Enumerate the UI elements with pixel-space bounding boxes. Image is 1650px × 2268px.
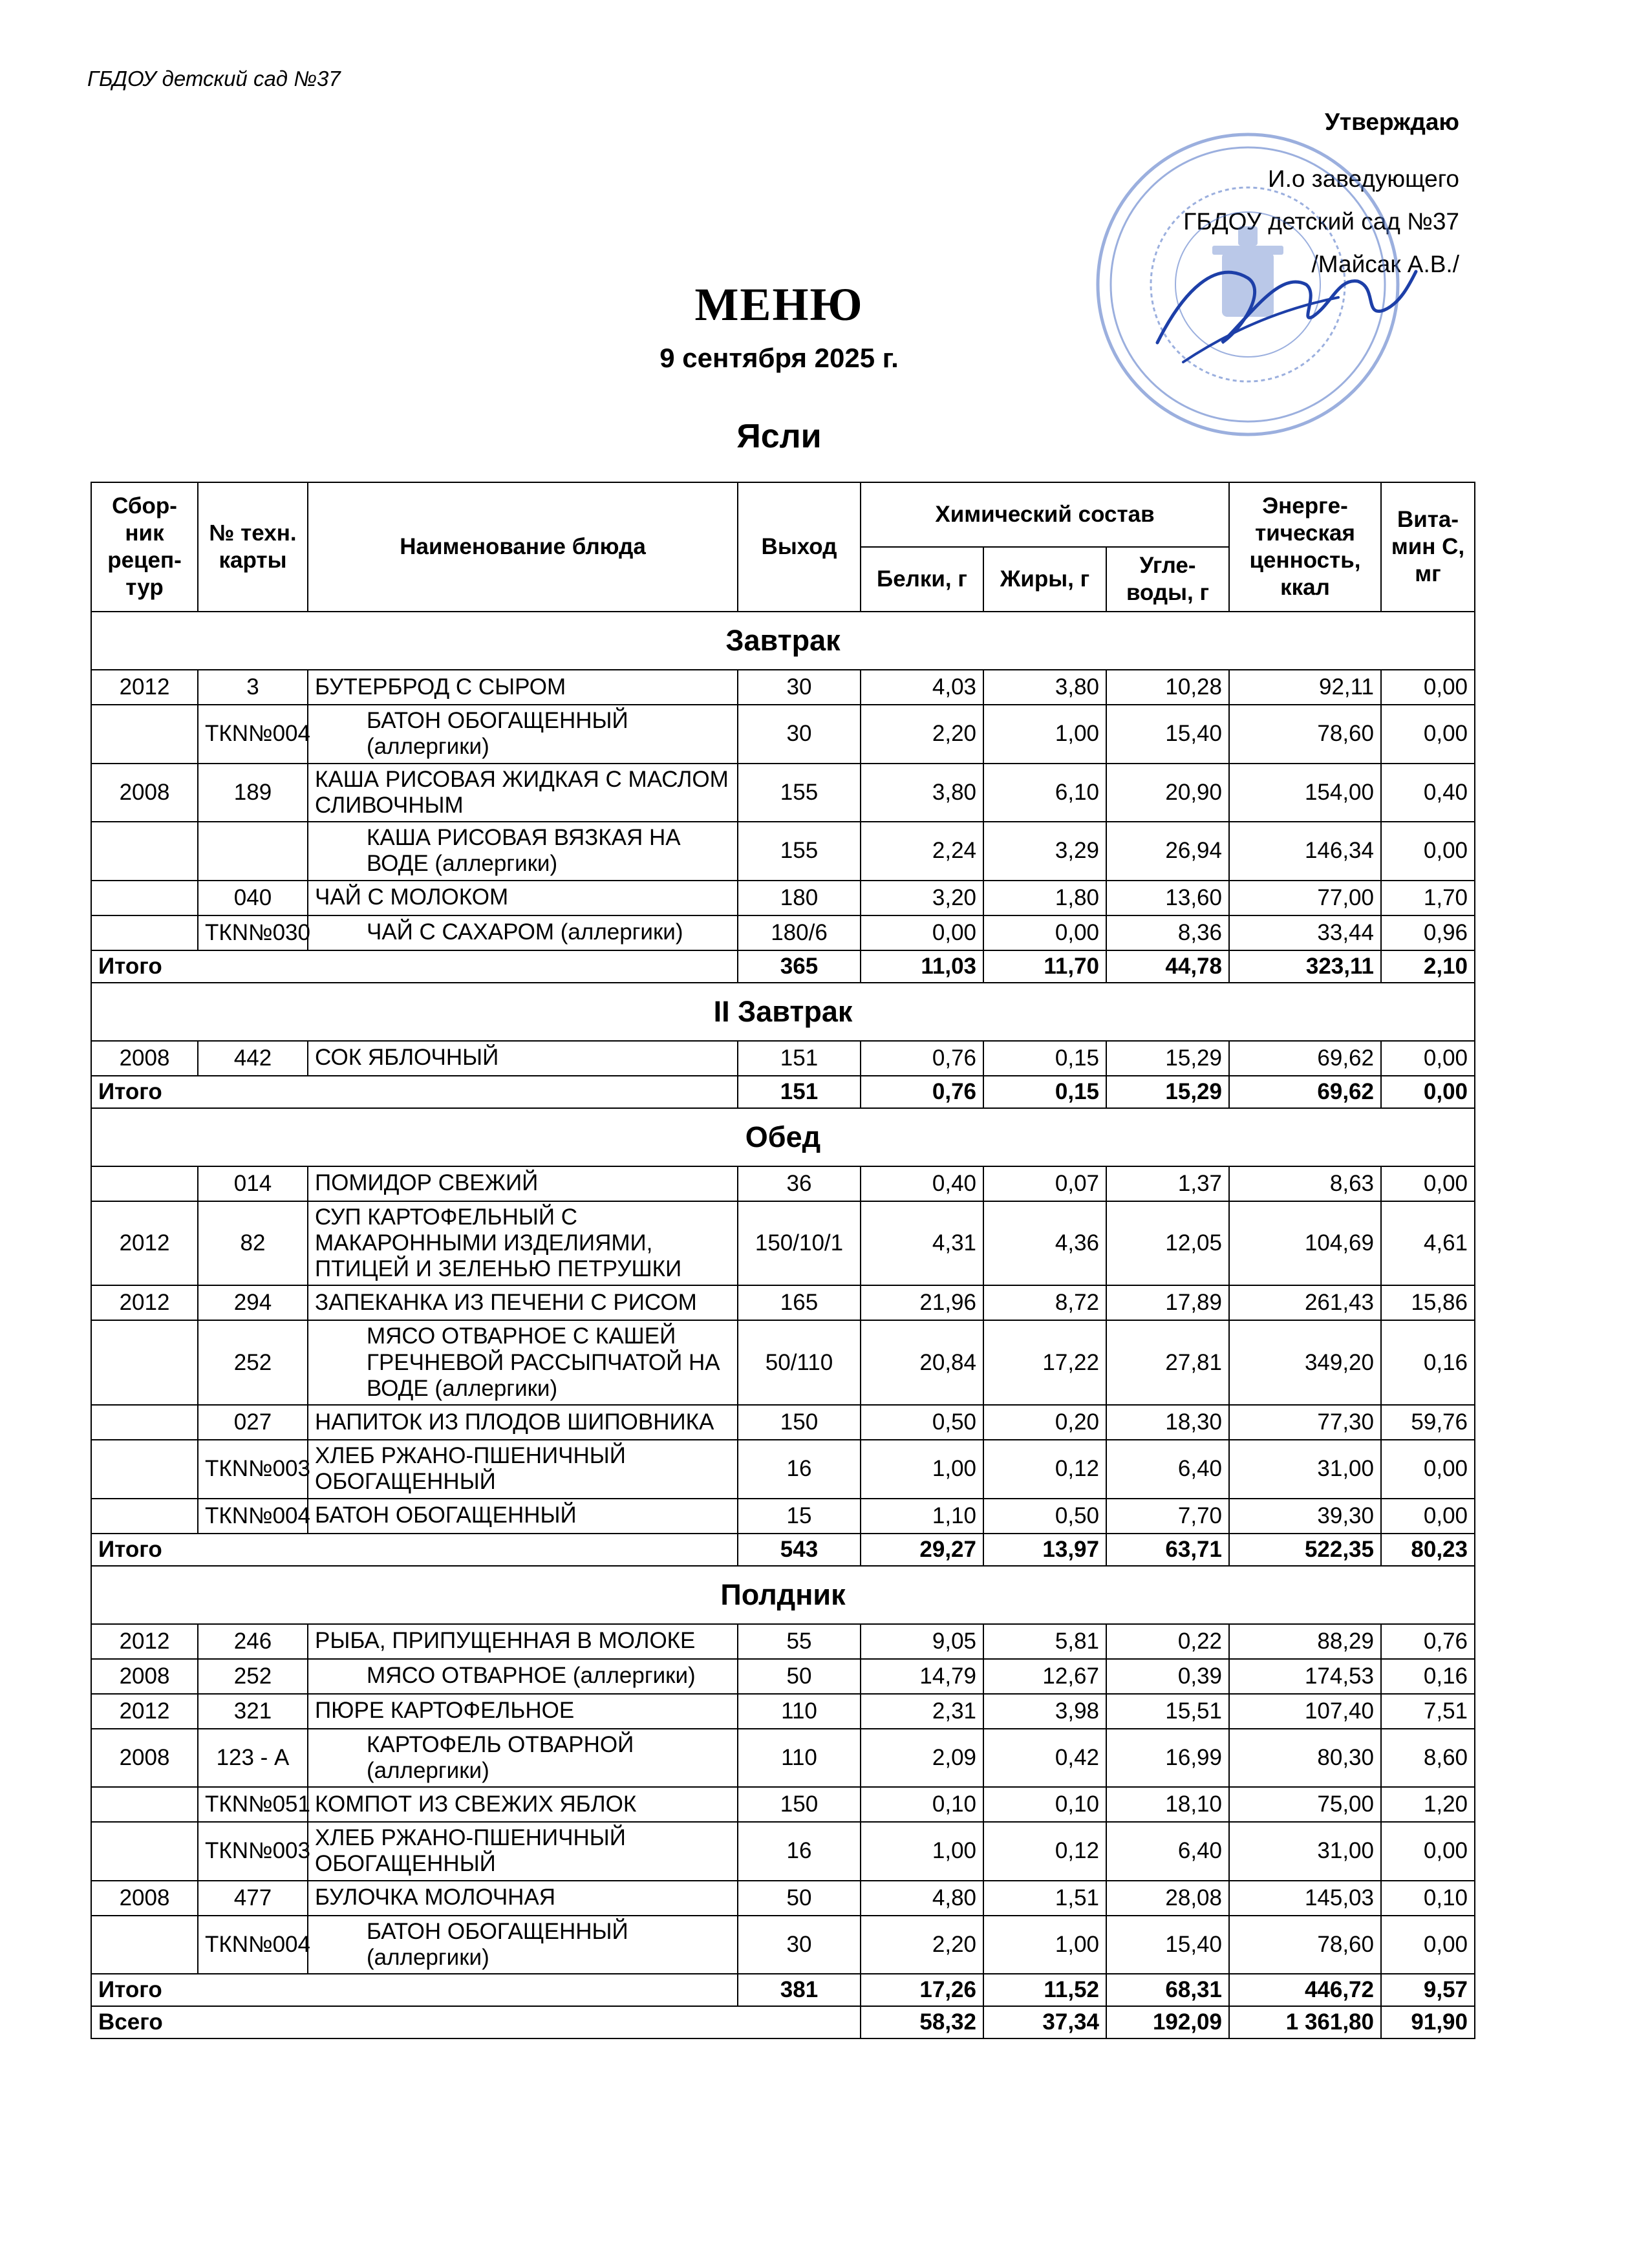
section-title: Завтрак (91, 612, 1475, 670)
subtotal-fat: 11,52 (983, 1974, 1106, 2006)
protein-cell: 2,20 (861, 1916, 983, 1974)
energy-cell: 261,43 (1229, 1285, 1381, 1320)
yield-cell: 150 (738, 1787, 861, 1822)
section-title: Обед (91, 1108, 1475, 1166)
carbs-cell: 27,81 (1106, 1320, 1229, 1405)
vitamin-c-cell: 7,51 (1381, 1694, 1475, 1729)
carbs-cell: 26,94 (1106, 822, 1229, 881)
tech-card-cell: 014 (198, 1166, 308, 1201)
recipe-collection-cell: 2012 (91, 1694, 198, 1729)
yield-cell: 155 (738, 822, 861, 881)
tech-card-cell: 040 (198, 881, 308, 915)
fat-cell: 0,07 (983, 1166, 1106, 1201)
carbs-cell: 0,22 (1106, 1624, 1229, 1659)
energy-cell: 31,00 (1229, 1822, 1381, 1881)
protein-cell: 21,96 (861, 1285, 983, 1320)
energy-cell: 31,00 (1229, 1440, 1381, 1499)
recipe-collection-cell: 2008 (91, 1041, 198, 1076)
fat-cell: 0,00 (983, 915, 1106, 950)
recipe-collection-cell: 2008 (91, 1659, 198, 1694)
energy-cell: 69,62 (1229, 1041, 1381, 1076)
tech-card-cell: 189 (198, 764, 308, 822)
protein-cell: 2,24 (861, 822, 983, 881)
carbs-cell: 13,60 (1106, 881, 1229, 915)
energy-cell: 80,30 (1229, 1729, 1381, 1788)
recipe-collection-cell (91, 1822, 198, 1881)
recipe-collection-cell (91, 1916, 198, 1974)
tech-card-cell: ТКN№004 (198, 1916, 308, 1974)
energy-cell: 39,30 (1229, 1499, 1381, 1534)
tech-card-cell: 123 - А (198, 1729, 308, 1788)
fat-cell: 3,29 (983, 822, 1106, 881)
subtotal-carbs: 68,31 (1106, 1974, 1229, 2006)
protein-cell: 3,80 (861, 764, 983, 822)
yield-cell: 50 (738, 1659, 861, 1694)
tech-card-cell: 3 (198, 670, 308, 705)
energy-cell: 33,44 (1229, 915, 1381, 950)
yield-cell: 151 (738, 1041, 861, 1076)
energy-cell: 145,03 (1229, 1881, 1381, 1916)
carbs-cell: 10,28 (1106, 670, 1229, 705)
yield-cell: 110 (738, 1694, 861, 1729)
subtotal-row (91, 1076, 1475, 1108)
recipe-collection-cell (91, 822, 198, 881)
carbs-cell: 1,37 (1106, 1166, 1229, 1201)
recipe-collection-cell: 2008 (91, 1881, 198, 1916)
yield-cell: 15 (738, 1499, 861, 1534)
protein-cell: 1,00 (861, 1822, 983, 1881)
yield-cell: 150 (738, 1405, 861, 1440)
dish-name-cell: БАТОН ОБОГАЩЕННЫЙ (аллергики) (308, 705, 738, 764)
section-row (91, 1108, 1475, 1166)
dish-name-cell: ЧАЙ С САХАРОМ (аллергики) (308, 915, 738, 950)
recipe-collection-cell (91, 1787, 198, 1822)
header-card: № техн. карты (198, 482, 308, 612)
grand-total-carbs: 192,09 (1106, 2006, 1229, 2038)
subtotal-fat: 0,15 (983, 1076, 1106, 1108)
section-title: II Завтрак (91, 983, 1475, 1041)
table-row (91, 1659, 1475, 1694)
protein-cell: 3,20 (861, 881, 983, 915)
recipe-collection-cell (91, 1499, 198, 1534)
table-row (91, 1694, 1475, 1729)
carbs-cell: 12,05 (1106, 1201, 1229, 1286)
section-title: Полдник (91, 1566, 1475, 1624)
dish-name-cell: СОК ЯБЛОЧНЫЙ (308, 1041, 738, 1076)
protein-cell: 0,00 (861, 915, 983, 950)
yield-cell: 155 (738, 764, 861, 822)
subtotal-row (91, 1974, 1475, 2006)
grand-total-protein: 58,32 (861, 2006, 983, 2038)
carbs-cell: 16,99 (1106, 1729, 1229, 1788)
carbs-cell: 6,40 (1106, 1440, 1229, 1499)
vitamin-c-cell: 1,20 (1381, 1787, 1475, 1822)
vitamin-c-cell: 0,00 (1381, 1822, 1475, 1881)
dish-name-cell: ПЮРЕ КАРТОФЕЛЬНОЕ (308, 1694, 738, 1729)
fat-cell: 0,10 (983, 1787, 1106, 1822)
fat-cell: 0,20 (983, 1405, 1106, 1440)
vitamin-c-cell: 4,61 (1381, 1201, 1475, 1286)
fat-cell: 0,50 (983, 1499, 1106, 1534)
carbs-cell: 6,40 (1106, 1822, 1229, 1881)
yield-cell: 30 (738, 705, 861, 764)
carbs-cell: 7,70 (1106, 1499, 1229, 1534)
carbs-cell: 18,30 (1106, 1405, 1229, 1440)
subtotal-yield: 151 (738, 1076, 861, 1108)
recipe-collection-cell (91, 1320, 198, 1405)
header-yield: Выход (738, 482, 861, 612)
section-row (91, 983, 1475, 1041)
fat-cell: 1,00 (983, 1916, 1106, 1974)
vitamin-c-cell: 0,16 (1381, 1320, 1475, 1405)
tech-card-cell: 294 (198, 1285, 308, 1320)
group-name: Ясли (736, 418, 822, 455)
section-row (91, 1566, 1475, 1624)
tech-card-cell: ТКN№003 (198, 1440, 308, 1499)
grand-total-row (91, 2006, 1475, 2038)
header-collection: Сбор-ник рецеп-тур (91, 482, 198, 612)
recipe-collection-cell (91, 1405, 198, 1440)
vitamin-c-cell: 8,60 (1381, 1729, 1475, 1788)
subtotal-protein: 17,26 (861, 1974, 983, 2006)
tech-card-cell: ТКN№003 (198, 1822, 308, 1881)
table-row (91, 1916, 1475, 1974)
recipe-collection-cell: 2008 (91, 1729, 198, 1788)
yield-cell: 36 (738, 1166, 861, 1201)
tech-card-cell: ТКN№030 (198, 915, 308, 950)
tech-card-cell (198, 822, 308, 881)
subtotal-protein: 11,03 (861, 950, 983, 983)
subtotal-vitamin-c: 80,23 (1381, 1534, 1475, 1566)
subtotal-energy: 69,62 (1229, 1076, 1381, 1108)
recipe-collection-cell (91, 881, 198, 915)
table-row (91, 915, 1475, 950)
subtotal-energy: 323,11 (1229, 950, 1381, 983)
header-fat: Жиры, г (983, 547, 1106, 612)
subtotal-protein: 29,27 (861, 1534, 983, 1566)
energy-cell: 8,63 (1229, 1166, 1381, 1201)
table-row (91, 1440, 1475, 1499)
dish-name-cell: КАША РИСОВАЯ ВЯЗКАЯ НА ВОДЕ (аллергики) (308, 822, 738, 881)
subtotal-yield: 381 (738, 1974, 861, 2006)
protein-cell: 0,50 (861, 1405, 983, 1440)
recipe-collection-cell: 2008 (91, 764, 198, 822)
dish-name-cell: БАТОН ОБОГАЩЕННЫЙ (аллергики) (308, 1916, 738, 1974)
header-protein: Белки, г (861, 547, 983, 612)
dish-name-cell: ХЛЕБ РЖАНО-ПШЕНИЧНЫЙ ОБОГАЩЕННЫЙ (308, 1822, 738, 1881)
vitamin-c-cell: 0,00 (1381, 1041, 1475, 1076)
fat-cell: 0,12 (983, 1440, 1106, 1499)
subtotal-row (91, 950, 1475, 983)
subtotal-vitamin-c: 0,00 (1381, 1076, 1475, 1108)
subtotal-carbs: 15,29 (1106, 1076, 1229, 1108)
protein-cell: 4,03 (861, 670, 983, 705)
table-row (91, 705, 1475, 764)
recipe-collection-cell (91, 915, 198, 950)
protein-cell: 4,31 (861, 1201, 983, 1286)
protein-cell: 2,09 (861, 1729, 983, 1788)
tech-card-cell: ТКN№004 (198, 1499, 308, 1534)
grand-total-vitamin-c: 91,90 (1381, 2006, 1475, 2038)
vitamin-c-cell: 59,76 (1381, 1405, 1475, 1440)
fat-cell: 12,67 (983, 1659, 1106, 1694)
table-row (91, 1624, 1475, 1659)
fat-cell: 3,80 (983, 670, 1106, 705)
dish-name-cell: ЧАЙ С МОЛОКОМ (308, 881, 738, 915)
table-row (91, 670, 1475, 705)
table-row (91, 1201, 1475, 1286)
table-row (91, 1166, 1475, 1201)
approval-position: И.о заведующего (1268, 166, 1459, 193)
protein-cell: 1,10 (861, 1499, 983, 1534)
fat-cell: 0,15 (983, 1041, 1106, 1076)
header-vitc: Вита-мин С, мг (1381, 482, 1475, 612)
header-chem: Химический состав (861, 482, 1229, 547)
carbs-cell: 17,89 (1106, 1285, 1229, 1320)
energy-cell: 77,00 (1229, 881, 1381, 915)
vitamin-c-cell: 0,10 (1381, 1881, 1475, 1916)
protein-cell: 2,20 (861, 705, 983, 764)
dish-name-cell: НАПИТОК ИЗ ПЛОДОВ ШИПОВНИКА (308, 1405, 738, 1440)
table-row (91, 1881, 1475, 1916)
recipe-collection-cell (91, 1166, 198, 1201)
protein-cell: 4,80 (861, 1881, 983, 1916)
protein-cell: 20,84 (861, 1320, 983, 1405)
dish-name-cell: БУЛОЧКА МОЛОЧНАЯ (308, 1881, 738, 1916)
tech-card-cell: ТКN№051 (198, 1787, 308, 1822)
carbs-cell: 15,40 (1106, 1916, 1229, 1974)
vitamin-c-cell: 0,96 (1381, 915, 1475, 950)
subtotal-label: Итого (91, 950, 738, 983)
dish-name-cell: МЯСО ОТВАРНОЕ С КАШЕЙ ГРЕЧНЕВОЙ РАССЫПЧАТОЙ НА ВОДЕ (аллергики) (308, 1320, 738, 1405)
carbs-cell: 18,10 (1106, 1787, 1229, 1822)
dish-name-cell: СУП КАРТОФЕЛЬНЫЙ С МАКАРОННЫМИ ИЗДЕЛИЯМИ, ПТИЦЕЙ И ЗЕЛЕНЬЮ ПЕТРУШКИ (308, 1201, 738, 1286)
header-carbs: Угле-воды, г (1106, 547, 1229, 612)
fat-cell: 8,72 (983, 1285, 1106, 1320)
carbs-cell: 15,29 (1106, 1041, 1229, 1076)
table-row (91, 1405, 1475, 1440)
yield-cell: 150/10/1 (738, 1201, 861, 1286)
approval-heading: Утверждаю (1325, 109, 1459, 135)
energy-cell: 75,00 (1229, 1787, 1381, 1822)
vitamin-c-cell: 0,76 (1381, 1624, 1475, 1659)
approval-organization: ГБДОУ детский сад №37 (1183, 208, 1459, 235)
menu-body (91, 612, 1475, 2038)
yield-cell: 165 (738, 1285, 861, 1320)
fat-cell: 5,81 (983, 1624, 1106, 1659)
dish-name-cell: БАТОН ОБОГАЩЕННЫЙ (308, 1499, 738, 1534)
yield-cell: 110 (738, 1729, 861, 1788)
tech-card-cell: 246 (198, 1624, 308, 1659)
fat-cell: 0,12 (983, 1822, 1106, 1881)
vitamin-c-cell: 0,16 (1381, 1659, 1475, 1694)
tech-card-cell: 477 (198, 1881, 308, 1916)
table-row (91, 1499, 1475, 1534)
subtotal-row (91, 1534, 1475, 1566)
protein-cell: 1,00 (861, 1440, 983, 1499)
dish-name-cell: ПОМИДОР СВЕЖИЙ (308, 1166, 738, 1201)
subtotal-carbs: 44,78 (1106, 950, 1229, 983)
subtotal-label: Итого (91, 1076, 738, 1108)
dish-name-cell: ХЛЕБ РЖАНО-ПШЕНИЧНЫЙ ОБОГАЩЕННЫЙ (308, 1440, 738, 1499)
dish-name-cell: КОМПОТ ИЗ СВЕЖИХ ЯБЛОК (308, 1787, 738, 1822)
subtotal-energy: 446,72 (1229, 1974, 1381, 2006)
recipe-collection-cell (91, 1440, 198, 1499)
header-energy: Энерге-тическая ценность, ккал (1229, 482, 1381, 612)
fat-cell: 3,98 (983, 1694, 1106, 1729)
subtotal-yield: 365 (738, 950, 861, 983)
yield-cell: 50/110 (738, 1320, 861, 1405)
fat-cell: 17,22 (983, 1320, 1106, 1405)
vitamin-c-cell: 0,40 (1381, 764, 1475, 822)
subtotal-protein: 0,76 (861, 1076, 983, 1108)
yield-cell: 16 (738, 1822, 861, 1881)
table-row (91, 881, 1475, 915)
subtotal-fat: 13,97 (983, 1534, 1106, 1566)
protein-cell: 0,10 (861, 1787, 983, 1822)
dish-name-cell: РЫБА, ПРИПУЩЕННАЯ В МОЛОКЕ (308, 1624, 738, 1659)
section-row (91, 612, 1475, 670)
menu-table (91, 482, 1475, 2039)
dish-name-cell: БУТЕРБРОД С СЫРОМ (308, 670, 738, 705)
energy-cell: 104,69 (1229, 1201, 1381, 1286)
subtotal-yield: 543 (738, 1534, 861, 1566)
organization-name: ГБДОУ детский сад №37 (87, 67, 341, 91)
tech-card-cell: 252 (198, 1320, 308, 1405)
vitamin-c-cell: 0,00 (1381, 822, 1475, 881)
fat-cell: 0,42 (983, 1729, 1106, 1788)
carbs-cell: 15,40 (1106, 705, 1229, 764)
dish-name-cell: КАРТОФЕЛЬ ОТВАРНОЙ (аллергики) (308, 1729, 738, 1788)
table-row (91, 1320, 1475, 1405)
vitamin-c-cell: 0,00 (1381, 1499, 1475, 1534)
vitamin-c-cell: 0,00 (1381, 670, 1475, 705)
subtotal-vitamin-c: 2,10 (1381, 950, 1475, 983)
carbs-cell: 20,90 (1106, 764, 1229, 822)
energy-cell: 78,60 (1229, 1916, 1381, 1974)
subtotal-carbs: 63,71 (1106, 1534, 1229, 1566)
document-date: 9 сентября 2025 г. (659, 343, 899, 373)
table-row (91, 1822, 1475, 1881)
vitamin-c-cell: 1,70 (1381, 881, 1475, 915)
tech-card-cell: 252 (198, 1659, 308, 1694)
energy-cell: 146,34 (1229, 822, 1381, 881)
table-row (91, 1729, 1475, 1788)
subtotal-vitamin-c: 9,57 (1381, 1974, 1475, 2006)
energy-cell: 78,60 (1229, 705, 1381, 764)
recipe-collection-cell: 2012 (91, 1285, 198, 1320)
table-row (91, 1285, 1475, 1320)
yield-cell: 30 (738, 670, 861, 705)
tech-card-cell: 321 (198, 1694, 308, 1729)
fat-cell: 1,00 (983, 705, 1106, 764)
energy-cell: 154,00 (1229, 764, 1381, 822)
tech-card-cell: 027 (198, 1405, 308, 1440)
protein-cell: 0,40 (861, 1166, 983, 1201)
carbs-cell: 15,51 (1106, 1694, 1229, 1729)
dish-name-cell: МЯСО ОТВАРНОЕ (аллергики) (308, 1659, 738, 1694)
vitamin-c-cell: 0,00 (1381, 705, 1475, 764)
energy-cell: 349,20 (1229, 1320, 1381, 1405)
fat-cell: 4,36 (983, 1201, 1106, 1286)
grand-total-label: Всего (91, 2006, 861, 2038)
energy-cell: 174,53 (1229, 1659, 1381, 1694)
recipe-collection-cell: 2012 (91, 1201, 198, 1286)
energy-cell: 92,11 (1229, 670, 1381, 705)
fat-cell: 1,51 (983, 1881, 1106, 1916)
recipe-collection-cell: 2012 (91, 1624, 198, 1659)
grand-total-fat: 37,34 (983, 2006, 1106, 2038)
protein-cell: 2,31 (861, 1694, 983, 1729)
yield-cell: 30 (738, 1916, 861, 1974)
carbs-cell: 8,36 (1106, 915, 1229, 950)
table-row (91, 1041, 1475, 1076)
subtotal-energy: 522,35 (1229, 1534, 1381, 1566)
energy-cell: 88,29 (1229, 1624, 1381, 1659)
grand-total-energy: 1 361,80 (1229, 2006, 1381, 2038)
table-row (91, 1787, 1475, 1822)
vitamin-c-cell: 15,86 (1381, 1285, 1475, 1320)
approval-signatory: /Майсак А.В./ (1311, 251, 1459, 278)
recipe-collection-cell: 2012 (91, 670, 198, 705)
recipe-collection-cell (91, 705, 198, 764)
subtotal-label: Итого (91, 1534, 738, 1566)
document-title: МЕНЮ (694, 279, 864, 330)
table-row (91, 822, 1475, 881)
energy-cell: 77,30 (1229, 1405, 1381, 1440)
table-row (91, 764, 1475, 822)
tech-card-cell: 442 (198, 1041, 308, 1076)
vitamin-c-cell: 0,00 (1381, 1166, 1475, 1201)
dish-name-cell: ЗАПЕКАНКА ИЗ ПЕЧЕНИ С РИСОМ (308, 1285, 738, 1320)
yield-cell: 16 (738, 1440, 861, 1499)
carbs-cell: 28,08 (1106, 1881, 1229, 1916)
tech-card-cell: 82 (198, 1201, 308, 1286)
header-name: Наименование блюда (308, 482, 738, 612)
vitamin-c-cell: 0,00 (1381, 1916, 1475, 1974)
vitamin-c-cell: 0,00 (1381, 1440, 1475, 1499)
yield-cell: 55 (738, 1624, 861, 1659)
protein-cell: 14,79 (861, 1659, 983, 1694)
protein-cell: 9,05 (861, 1624, 983, 1659)
fat-cell: 1,80 (983, 881, 1106, 915)
yield-cell: 180 (738, 881, 861, 915)
tech-card-cell: ТКN№004 (198, 705, 308, 764)
protein-cell: 0,76 (861, 1041, 983, 1076)
fat-cell: 6,10 (983, 764, 1106, 822)
subtotal-label: Итого (91, 1974, 738, 2006)
energy-cell: 107,40 (1229, 1694, 1381, 1729)
subtotal-fat: 11,70 (983, 950, 1106, 983)
yield-cell: 180/6 (738, 915, 861, 950)
dish-name-cell: КАША РИСОВАЯ ЖИДКАЯ С МАСЛОМ СЛИВОЧНЫМ (308, 764, 738, 822)
yield-cell: 50 (738, 1881, 861, 1916)
carbs-cell: 0,39 (1106, 1659, 1229, 1694)
